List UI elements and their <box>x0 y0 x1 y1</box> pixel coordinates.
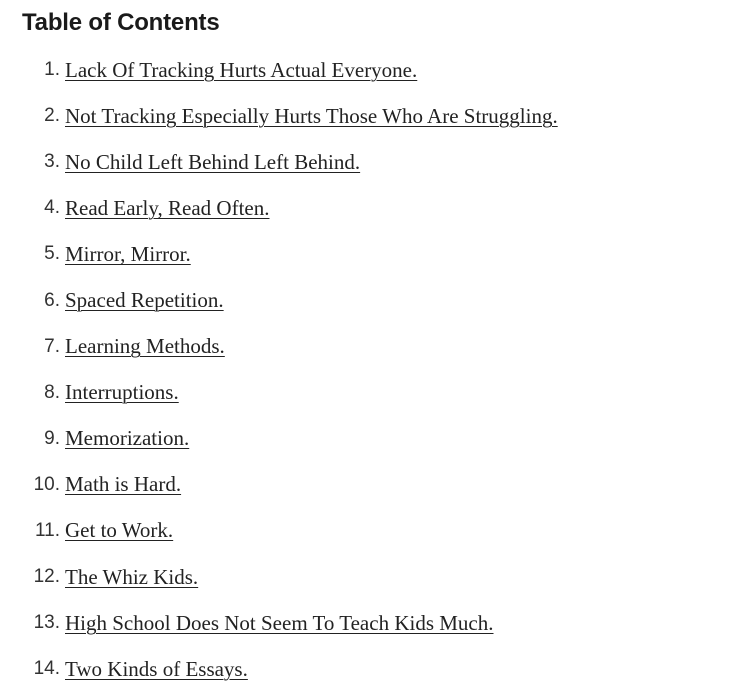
toc-item <box>22 646 558 692</box>
toc-item <box>22 139 558 185</box>
toc-link[interactable]: Mirror, Mirror. <box>65 241 191 266</box>
toc-title: Table of Contents <box>22 9 220 36</box>
toc-item-number: 14. <box>33 658 60 680</box>
toc-item-number: 12. <box>33 566 60 588</box>
toc-link[interactable]: No Child Left Behind Left Behind. <box>65 149 361 174</box>
toc-item-number: 8. <box>44 381 60 403</box>
toc-link[interactable]: Math is Hard. <box>65 472 182 497</box>
toc-item <box>22 416 558 462</box>
toc-item-number: 5. <box>44 243 60 265</box>
toc-link[interactable]: Learning Methods. <box>65 334 225 359</box>
toc-item <box>22 508 558 554</box>
toc-item-number: 1. <box>44 59 60 81</box>
toc-item-number: 13. <box>33 612 60 634</box>
toc-link[interactable]: Get to Work. <box>65 518 174 543</box>
toc-item-number: 11. <box>34 519 60 541</box>
toc-item <box>22 600 558 646</box>
toc-link[interactable]: Two Kinds of Essays. <box>65 656 248 681</box>
table-of-contents <box>22 0 722 681</box>
toc-item <box>22 277 558 323</box>
toc-link[interactable]: The Whiz Kids. <box>65 564 199 589</box>
toc-item <box>22 93 558 139</box>
toc-item-number: 9. <box>44 427 60 449</box>
toc-link[interactable]: Spaced Repetition. <box>65 288 224 313</box>
toc-item-number: 2. <box>44 105 60 127</box>
toc-link[interactable]: Read Early, Read Often. <box>65 195 270 220</box>
toc-item <box>22 324 558 370</box>
toc-item-number: 10. <box>33 473 60 495</box>
toc-item-number: 6. <box>44 289 60 311</box>
toc-item <box>22 370 558 416</box>
toc-list <box>22 47 558 692</box>
toc-link[interactable]: Memorization. <box>65 426 190 451</box>
toc-item <box>22 185 558 231</box>
toc-item-number: 4. <box>44 197 60 219</box>
toc-item-number: 3. <box>44 151 60 173</box>
toc-item <box>22 462 558 508</box>
toc-item <box>22 47 558 93</box>
toc-item <box>22 231 558 277</box>
toc-item <box>22 554 558 600</box>
toc-link[interactable]: High School Does Not Seem To Teach Kids Much. <box>65 610 494 635</box>
toc-link[interactable]: Interruptions. <box>65 380 179 405</box>
toc-item-number: 7. <box>44 335 60 357</box>
toc-link[interactable]: Not Tracking Especially Hurts Those Who Are Struggling. <box>65 103 558 128</box>
toc-link[interactable]: Lack Of Tracking Hurts Actual Everyone. <box>65 57 418 82</box>
